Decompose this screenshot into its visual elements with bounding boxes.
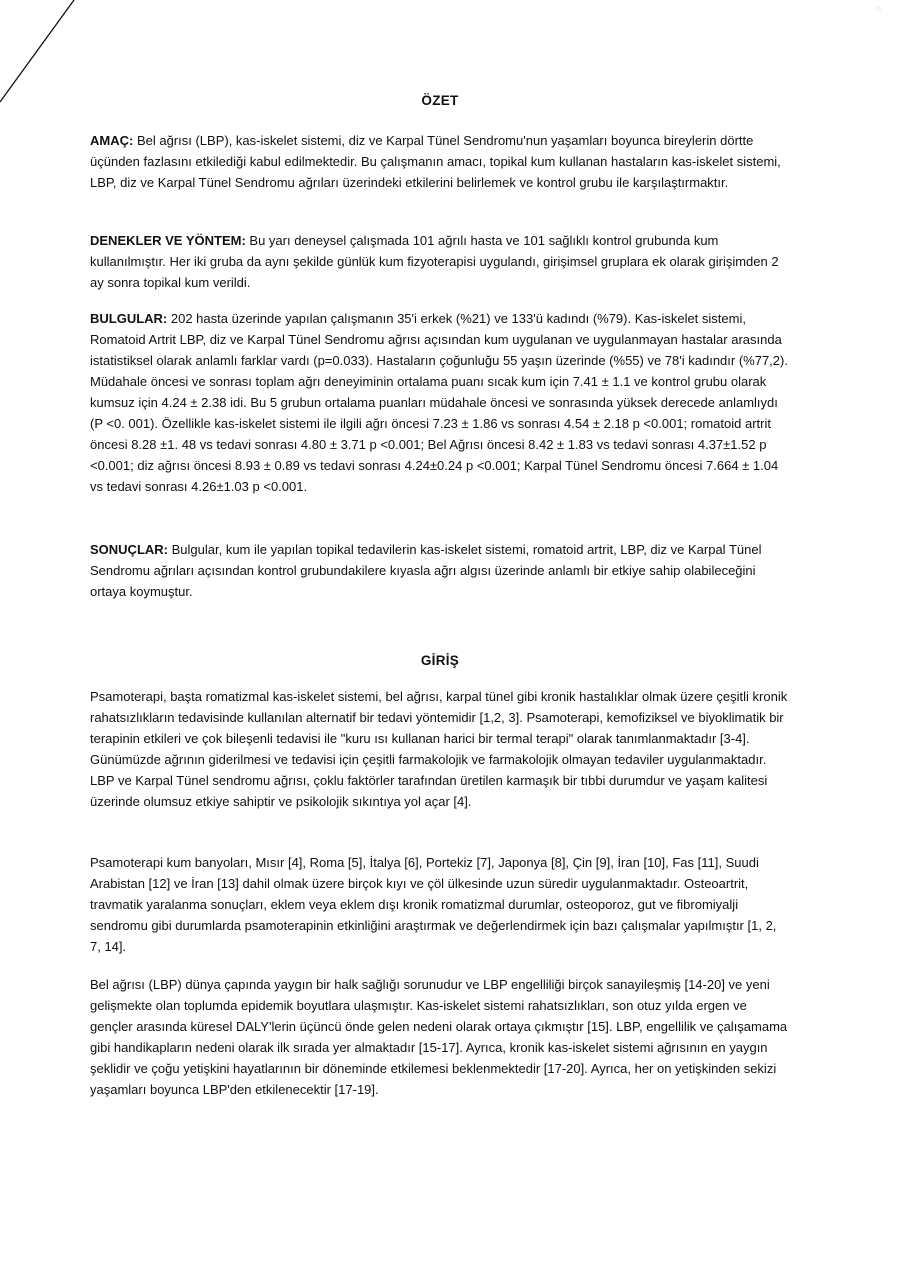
bulgular-label: BULGULAR: <box>90 311 168 326</box>
sonuclar-label: SONUÇLAR: <box>90 542 168 557</box>
bulgular-paragraph <box>90 308 790 497</box>
sonuclar-paragraph <box>90 539 790 602</box>
amac-text: Bel ağrısı (LBP), kas-iskelet sistemi, diz ve Karpal Tünel Sendromu'nun yaşamları boyunca bireylerin dörtte üçünden fazlasını etkilediği kabul edilmektedir. Bu çalışmanın amacı, topikal kum kullanan hastaların kas-iskelet sistemi, LBP, diz ve Karpal Tünel Sendromu ağrıları üzerindeki etkilerini belirlemek ve kontrol grubu ile karşılaştırmaktır. <box>90 133 781 190</box>
giris-heading: GİRİŞ <box>420 653 460 668</box>
ozet-heading: ÖZET <box>421 93 459 108</box>
giris-paragraph-1: Psamoterapi, başta romatizmal kas-iskelet sistemi, bel ağrısı, karpal tünel gibi kronik hastalıklar olmak üzere çeşitli kronik rahatsızlıkların tedavisinde kullanılan alternatif bir tedavi yöntemidir [1,2, 3]. Psamoterapi, kemofiziksel ve biyoklimatik bir terapinin etkileri ve çok bileşenli tedavisi ile "kuru ısı kullanan harici bir termal terapi" olarak tanımlanmaktadır [3-4]. Günümüzde ağrının giderilmesi ve tedavisi için çeşitli farmakolojik ve farmakolojik olmayan tedaviler uygulanmaktadır. LBP ve Karpal Tünel sendromu ağrısı, çoklu faktörler tarafından üretilen karmaşık bir tıbbi durumdur ve yaşam kalitesi üzerinde olumsuz etkiye sahiptir ve psikolojik sıkıntıya yol açar [4]. <box>90 689 788 809</box>
scan-speckle: ⁘ <box>874 4 882 14</box>
denekler-text: Bu yarı deneysel çalışmada 101 ağrılı hasta ve 101 sağlıklı kontrol grubunda kum kullanılmıştır. Her iki gruba da aynı şekilde günlük kum fizyoterapisi uygulandı, girişimsel gruplara ek olarak girişimden 2 ay sonra topikal kum verildi. <box>90 233 779 290</box>
denekler-paragraph <box>90 230 790 293</box>
bulgular-text: 202 hasta üzerinde yapılan çalışmanın 35'i erkek (%21) ve 133'ü kadındı (%79). Kas-iskelet sistemi, Romatoid Artrit LBP, diz ve Karpal Tünel Sendromu ağrısı açısından kum uygulanan ve uygulanmayan hastalar arasında istatistiksel olarak anlamlı farklar vardı (p=0.033). Hastaların çoğunluğu 55 yaşın üzerinde (%55) ve 78'i kadındır (%77,2). Müdahale öncesi ve sonrası toplam ağrı deneyiminin ortalama puanı sıcak kum için 7.41 ± 1.1 ve kontrol grubu olarak kumsuz için 4.24 ± 2.38 idi. Bu 5 grubun ortalama puanları müdahale öncesi ve sonrasında yüksek derecede anlamlıydı (P <0. 001). Özellikle kas-iskelet sistemi ile ilgili ağrı öncesi 7.23 ± 1.86 vs sonrası 4.54 ± 2.18 p <0.001; romatoid artrit öncesi 8.28 ±1. 48 vs tedavi sonrası 4.80 ± 3.71 p <0.001; Bel Ağrısı öncesi 8.42 ± 1.83 vs tedavi sonrası 4.37±1.52 p <0.001; diz ağrısı öncesi 8.93 ± 0.89 vs tedavi sonrası 4.24±0.24 p <0.001; Karpal Tünel Sendromu öncesi 7.664 ± 1.04 vs tedavi sonrası 4.26±1.03 p <0.001. <box>90 311 788 494</box>
scan-edge-line <box>0 0 90 110</box>
denekler-label: DENEKLER VE YÖNTEM: <box>90 233 246 248</box>
sonuclar-text: Bulgular, kum ile yapılan topikal tedavilerin kas-iskelet sistemi, romatoid artrit, LBP, diz ve Karpal Tünel Sendromu ağrıları açısından kontrol grubundakilere kıyasla ağrı algısı üzerinde anlamlı bir etkiye sahip olabileceğini ortaya koymuştur. <box>90 542 762 599</box>
amac-paragraph <box>90 130 790 193</box>
giris-paragraph-2: Psamoterapi kum banyoları, Mısır [4], Roma [5], İtalya [6], Portekiz [7], Japonya [8], Çin [9], İran [10], Fas [11], Suudi Arabistan [12] ve İran [13] dahil olmak üzere birçok kıyı ve çöl ülkesinde uzun süredir uygulanmaktadır. Osteoartrit, travmatik yaralanma sonuçları, eklem veya eklem dışı kronik romatizmal durumlar, osteoporoz, gut ve fibromiyalji sendromu gibi durumlarda psamoterapinin etkinliğini araştırmak ve değerlendirmek için bazı çalışmalar yapılmıştır [1, 2, 7, 14]. <box>90 855 777 954</box>
giris-paragraph-3: Bel ağrısı (LBP) dünya çapında yaygın bir halk sağlığı sorunudur ve LBP engelliliği birçok sanayileşmiş [14-20] ve yeni gelişmekte olan toplumda epidemik boyutlara ulaşmıştır. Kas-iskelet sistemi rahatsızlıkları, son otuz yılda ergen ve gençler arasında küresel DALY'lerin üçüncü önde gelen nedeni olarak ortaya çıkmıştır [15]. LBP, engellilik ve çalışamama gibi handikapların nedeni olarak ilk sırada yer almaktadır [15-17]. Ayrıca, kronik kas-iskelet sistemi ağrısının en yaygın şeklidir ve çoğu yetişkini hayatlarının bir döneminde etkilemesi beklenmektedir [17-20]. Ayrıca, her on yetişkinden sekizi yaşamları boyunca LBP'den etkilenecektir [17-19]. <box>90 977 788 1097</box>
amac-label: AMAÇ: <box>90 133 134 148</box>
